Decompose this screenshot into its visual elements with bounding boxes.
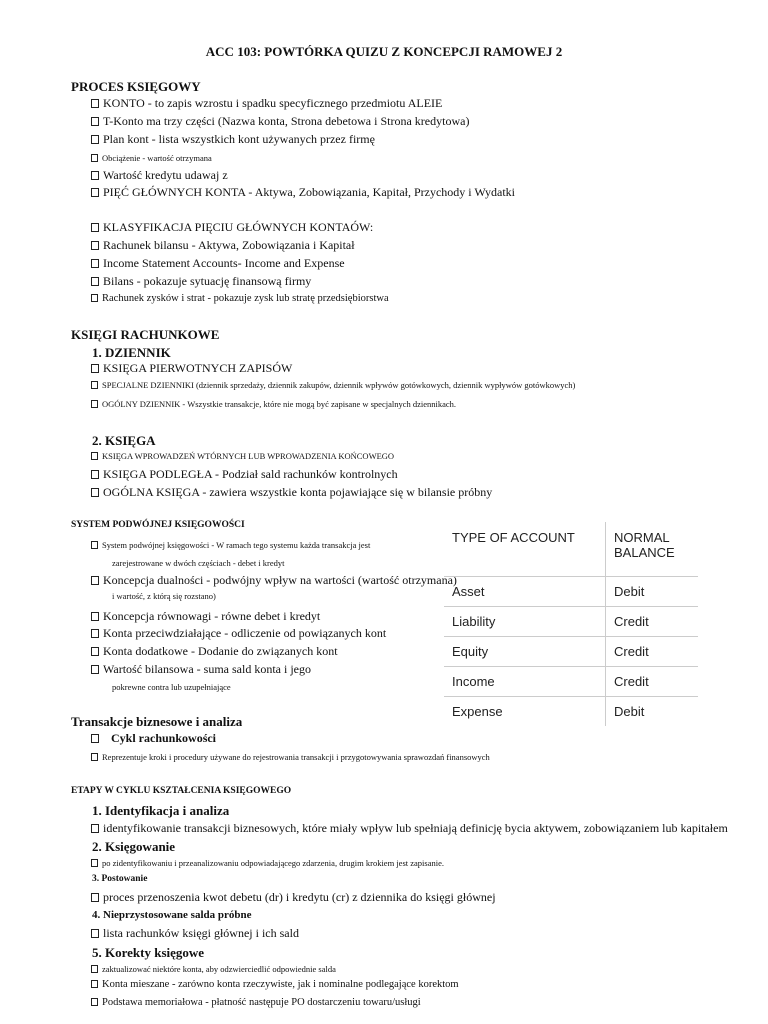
list-item: proces przenoszenia kwot debetu (dr) i kredytu (cr) z dziennika do księgi głównej [91, 890, 496, 905]
list-item: Wartość bilansowa - suma sald konta i jego [91, 662, 311, 677]
list-item-continuation: zarejestrowane w dwóch częściach - debet i kredyt [112, 558, 285, 568]
checkbox-icon [91, 665, 99, 674]
table-header-type: TYPE OF ACCOUNT [444, 522, 606, 577]
list-item: Plan kont - lista wszystkich kont używanych przez firmę [91, 132, 375, 147]
checkbox-icon [91, 135, 99, 144]
checkbox-icon [91, 734, 99, 743]
list-item: Konta mieszane - zarówno konta rzeczywiste, jak i nominalne podlegające korektom [91, 979, 459, 990]
subheading-cykl: Cykl rachunkowości [91, 731, 216, 746]
checkbox-icon [91, 364, 99, 373]
section-heading-ksiegi: KSIĘGI RACHUNKOWE [71, 327, 220, 342]
section-heading-etapy: ETAPY W CYKLU KSZTAŁCENIA KSIĘGOWEGO [71, 786, 292, 796]
step-heading: 2. Księgowanie [92, 839, 176, 854]
table-cell-type: Expense [444, 697, 606, 727]
list-item: KONTO - to zapis wzrostu i spadku specyficznego przedmiotu ALEIE [91, 96, 442, 111]
list-item: KSIĘGA PIERWOTNYCH ZAPISÓW [91, 361, 292, 376]
list-item: Wartość kredytu udawaj z [91, 168, 228, 183]
list-item: po zidentyfikowaniu i przeanalizowaniu odpowiadającego zdarzenia, drugim krokiem jest zapisanie. [91, 858, 444, 868]
checkbox-icon [91, 117, 99, 126]
checkbox-icon [91, 929, 99, 938]
list-item: Rachunek zysków i strat - pokazuje zysk lub stratę przedsiębiorstwa [91, 293, 389, 304]
table-cell-balance: Credit [606, 667, 699, 697]
checkbox-icon [91, 259, 99, 268]
step-heading: 1. Identyfikacja i analiza [92, 803, 230, 818]
checkbox-icon [91, 452, 98, 460]
list-item: Obciążenie - wartość otrzymana [91, 153, 212, 163]
list-item: Konta przeciwdziałające - odliczenie od powiązanych kont [91, 626, 386, 641]
list-item: identyfikowanie transakcji biznesowych, które miały wpływ lub spełniają definicję bycia aktywem, zobowiązaniem lub kapitałem [91, 821, 728, 836]
list-item: SPECJALNE DZIENNIKI (dziennik sprzedaży, dziennik zakupów, dziennik wpływów gotówkowych, dziennik wypływów gotówkowych) [91, 380, 575, 390]
checkbox-icon [91, 965, 98, 973]
table-row [444, 667, 698, 697]
account-balance-table [444, 522, 698, 726]
list-item-continuation: pokrewne contra lub uzupełniające [112, 682, 231, 692]
checkbox-icon [91, 154, 98, 162]
list-item: Konta dodatkowe - Dodanie do związanych kont [91, 644, 338, 659]
checkbox-icon [91, 188, 99, 197]
table-header-balance: NORMAL BALANCE [606, 522, 699, 577]
section-heading-system: SYSTEM PODWÓJNEJ KSIĘGOWOŚCI [71, 520, 245, 530]
checkbox-icon [91, 381, 98, 389]
step-heading: 4. Nieprzystosowane salda próbne [92, 909, 252, 921]
checkbox-icon [91, 998, 98, 1006]
checkbox-icon [91, 241, 99, 250]
list-item: T-Konto ma trzy części (Nazwa konta, Strona debetowa i Strona kredytowa) [91, 114, 469, 129]
list-item: Podstawa memoriałowa - płatność następuje PO dostarczeniu towaru/usługi [91, 997, 421, 1008]
list-item: OGÓLNA KSIĘGA - zawiera wszystkie konta pojawiające się w bilansie próbny [91, 485, 492, 500]
table-cell-balance: Debit [606, 577, 699, 607]
checkbox-icon [91, 470, 99, 479]
table-header-row [444, 522, 698, 577]
list-item: System podwójnej księgowości - W ramach tego systemu każda transakcja jest [91, 540, 370, 550]
checkbox-icon [91, 893, 99, 902]
list-item: OGÓLNY DZIENNIK - Wszystkie transakcje, które nie mogą być zapisane w specjalnych dziennikach. [91, 399, 456, 409]
checkbox-icon [91, 859, 98, 867]
list-item: PIĘĆ GŁÓWNYCH KONTA - Aktywa, Zobowiązania, Kapitał, Przychody i Wydatki [91, 185, 515, 200]
table-row [444, 607, 698, 637]
section-heading-transakcje: Transakcje biznesowe i analiza [71, 714, 243, 729]
table-row [444, 637, 698, 667]
checkbox-icon [91, 99, 99, 108]
list-item: lista rachunków księgi głównej i ich sald [91, 926, 299, 941]
checkbox-icon [91, 753, 98, 761]
checkbox-icon [91, 400, 98, 408]
table-row [444, 697, 698, 727]
checkbox-icon [91, 277, 99, 286]
table-cell-type: Asset [444, 577, 606, 607]
checkbox-icon [91, 171, 99, 180]
checkbox-icon [91, 612, 99, 621]
step-heading: 3. Postowanie [92, 874, 148, 884]
table-cell-type: Income [444, 667, 606, 697]
list-item: Rachunek bilansu - Aktywa, Zobowiązania i Kapitał [91, 238, 355, 253]
table-cell-balance: Credit [606, 607, 699, 637]
checkbox-icon [91, 488, 99, 497]
list-item: zaktualizować niektóre konta, aby odzwierciedlić odpowiednie salda [91, 964, 336, 974]
list-item: KLASYFIKACJA PIĘCIU GŁÓWNYCH KONTAÓW: [91, 220, 373, 235]
checkbox-icon [91, 824, 99, 833]
table-cell-balance: Debit [606, 697, 699, 727]
list-item: KSIĘGA PODLEGŁA - Podział sald rachunków kontrolnych [91, 467, 398, 482]
table-cell-type: Liability [444, 607, 606, 637]
subheading-ksiega: 2. KSIĘGA [92, 433, 156, 448]
page-title: ACC 103: POWTÓRKA QUIZU Z KONCEPCJI RAMOWEJ 2 [205, 44, 563, 59]
checkbox-icon [91, 294, 98, 302]
subheading-dziennik: 1. DZIENNIK [92, 345, 171, 360]
table-row [444, 577, 698, 607]
list-item-continuation: i wartość, z którą się rozstano) [112, 591, 216, 601]
section-heading-proces: PROCES KSIĘGOWY [71, 79, 201, 94]
list-item: Koncepcja dualności - podwójny wpływ na wartości (wartość otrzymana) [91, 573, 457, 588]
list-item: Income Statement Accounts- Income and Expense [91, 256, 345, 271]
step-heading: 5. Korekty księgowe [92, 945, 205, 960]
checkbox-icon [91, 541, 98, 549]
checkbox-icon [91, 223, 99, 232]
checkbox-icon [91, 647, 99, 656]
checkbox-icon [91, 576, 99, 585]
list-item: Bilans - pokazuje sytuację finansową firmy [91, 274, 311, 289]
checkbox-icon [91, 629, 99, 638]
table-cell-balance: Credit [606, 637, 699, 667]
table-cell-type: Equity [444, 637, 606, 667]
list-item: KSIĘGA WPROWADZEŃ WTÓRNYCH LUB WPROWADZENIA KOŃCOWEGO [91, 451, 394, 461]
list-item: Koncepcja równowagi - równe debet i kredyt [91, 609, 320, 624]
checkbox-icon [91, 980, 98, 988]
list-item: Reprezentuje kroki i procedury używane do rejestrowania transakcji i przygotowywania sprawozdań finansowych [91, 752, 490, 762]
